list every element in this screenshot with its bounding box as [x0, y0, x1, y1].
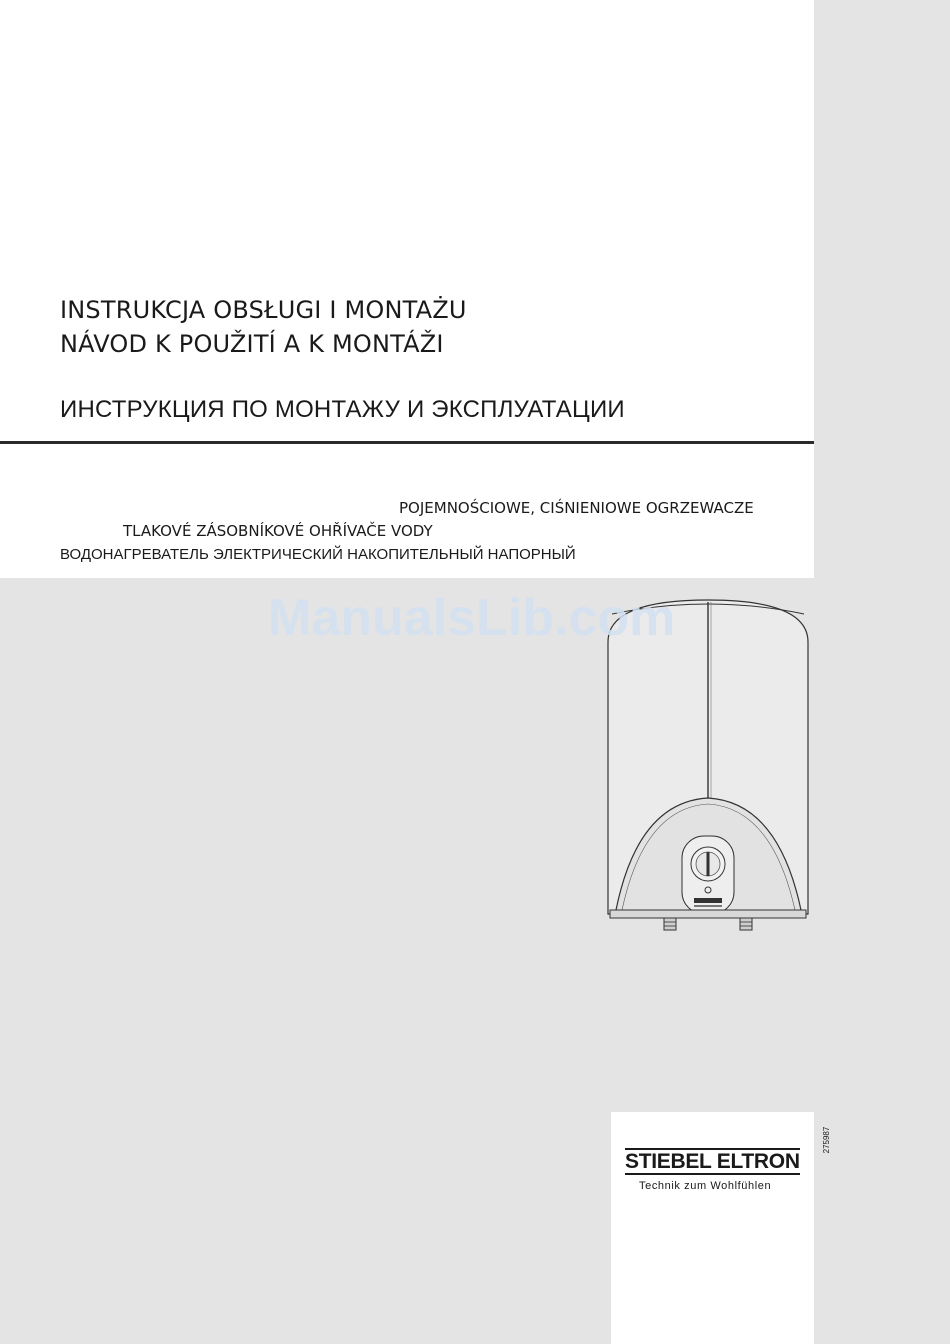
document-code: 275987: [822, 1126, 831, 1154]
subtitle-czech: TLAKOVÉ ZÁSOBNÍKOVÉ OHŘÍVAČE VODY: [123, 522, 433, 540]
title-polish: INSTRUKCJA OBSŁUGI I MONTAŻU: [60, 296, 467, 324]
title-divider: [0, 441, 814, 444]
brand-logo-box: [611, 1112, 814, 1344]
subtitle-polish: POJEMNOŚCIOWE, CIŚNIENIOWE OGRZEWACZE: [399, 499, 754, 517]
title-russian: ИНСТРУКЦИЯ ПО МОНТАЖУ И ЭКСПЛУАТАЦИИ: [60, 396, 625, 423]
subtitle-russian: ВОДОНАГРЕВАТЕЛЬ ЭЛЕКТРИЧЕСКИЙ НАКОПИТЕЛЬНЫЙ НАПОРНЫЙ: [60, 546, 576, 563]
brand-tagline: Technik zum Wohlfühlen: [639, 1180, 772, 1192]
watermark: ManualsLib.com: [268, 589, 676, 647]
title-czech: NÁVOD K POUŽITÍ A K MONTÁŽI: [60, 330, 444, 358]
brand-name: STIEBEL ELTRON: [625, 1150, 800, 1173]
